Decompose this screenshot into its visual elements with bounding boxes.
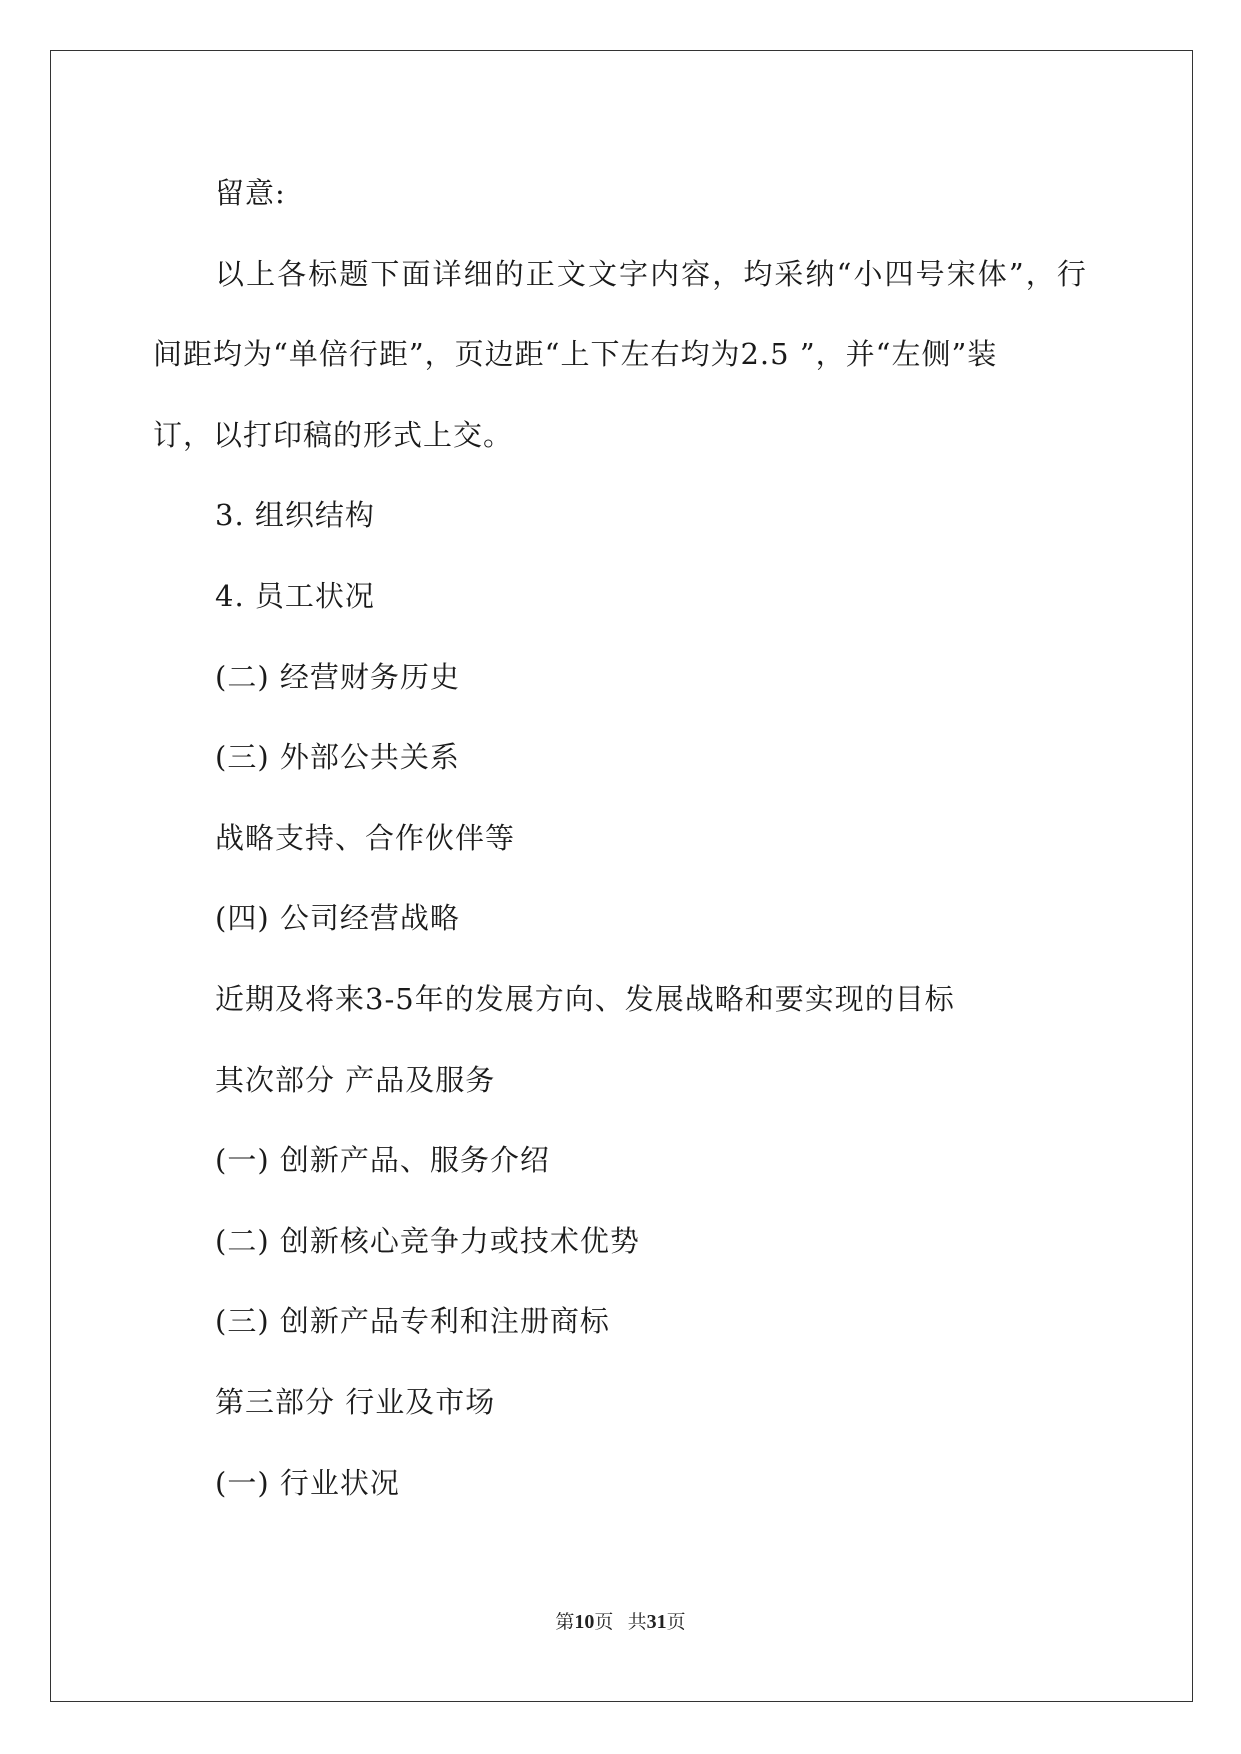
paragraph-strategic-partners: 战略支持、合作伙伴等 <box>215 821 516 855</box>
page-border <box>50 50 1193 1702</box>
paragraph-note-heading: 留意: <box>215 176 286 210</box>
footer-middle: 页 共 <box>594 1612 647 1633</box>
heading-part-two: 其次部分 产品及服务 <box>215 1063 496 1097</box>
footer-prefix: 第 <box>555 1612 575 1633</box>
paragraph-format-line-3: 订，以打印稿的形式上交。 <box>153 418 514 452</box>
heading-business-strategy: (四) 公司经营战略 <box>215 901 460 935</box>
heading-industry-status: (一) 行业状况 <box>215 1466 400 1500</box>
heading-core-competitiveness: (二) 创新核心竞争力或技术优势 <box>215 1224 640 1258</box>
heading-patents-trademarks: (三) 创新产品专利和注册商标 <box>215 1304 610 1338</box>
heading-financial-history: (二) 经营财务历史 <box>215 660 460 694</box>
footer-suffix: 页 <box>666 1612 686 1633</box>
heading-part-three: 第三部分 行业及市场 <box>215 1385 496 1419</box>
heading-public-relations: (三) 外部公共关系 <box>215 740 460 774</box>
heading-organization-structure: 3. 组织结构 <box>215 498 375 532</box>
footer-total-pages: 31 <box>646 1611 667 1633</box>
footer-current-page: 10 <box>574 1611 595 1633</box>
paragraph-format-line-2: 间距均为“单倍行距”，页边距“上下左右均为2.5 ”，并“左侧”装 <box>153 337 998 371</box>
paragraph-format-line-1: 以 上 各 标 题 下 面 详 细 的 正 文 文 字 内 容 ， 均 采 纳 “ 小 四 号 宋 体 ” ， 行 <box>215 257 1087 291</box>
heading-staff-status: 4. 员工状况 <box>215 579 375 613</box>
page-footer <box>0 1610 1241 1635</box>
paragraph-development-goals: 近期及将来3-5年的发展方向、发展战略和要实现的目标 <box>215 982 955 1016</box>
heading-product-intro: (一) 创新产品、服务介绍 <box>215 1143 550 1177</box>
